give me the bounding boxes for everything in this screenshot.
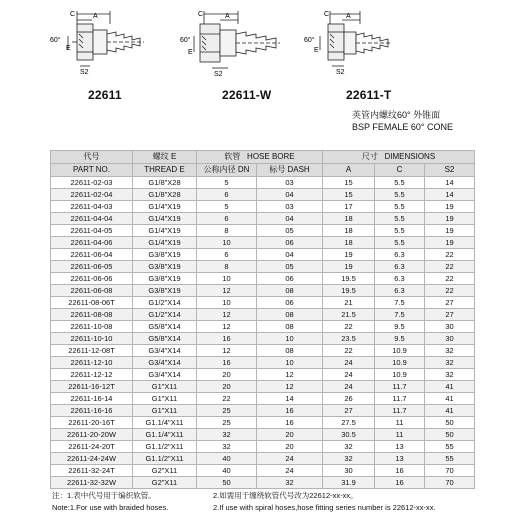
cell-dim-s2: 30 [425,333,475,345]
cell-dim-a: 22 [323,345,375,357]
cell-dash: 24 [257,465,323,477]
cell-thread: G5/8"X14 [133,321,197,333]
cell-dn: 5 [197,201,257,213]
header-dims-cn: 尺寸 [361,152,378,161]
header-dash: 标号 DASH [257,164,323,177]
cell-dash: 04 [257,213,323,225]
cell-part-no: 22611-12-12 [51,369,133,381]
cell-dim-a: 17 [323,201,375,213]
model-label-22611-t: 22611-T [346,88,392,102]
cell-dash: 03 [257,177,323,189]
cell-dn: 20 [197,381,257,393]
cell-dim-s2: 41 [425,405,475,417]
cell-dim-s2: 50 [425,417,475,429]
cell-part-no: 22611-20-16T [51,417,133,429]
cell-dash: 16 [257,405,323,417]
cell-thread: G3/4"X14 [133,357,197,369]
table-row [51,453,475,465]
cell-dash: 10 [257,333,323,345]
cell-part-no: 22611-32-24T [51,465,133,477]
cell-part-no: 22611-02-04 [51,189,133,201]
cell-dn: 40 [197,465,257,477]
header-hose-bore [197,151,323,164]
cell-dash: 12 [257,369,323,381]
cell-dash: 16 [257,417,323,429]
cell-dn: 8 [197,261,257,273]
cell-dim-a: 27.5 [323,417,375,429]
cell-dim-a: 32 [323,441,375,453]
cell-dim-c: 5.5 [375,213,425,225]
fitting-drawing-22611-t [300,6,410,82]
cell-dn: 6 [197,249,257,261]
cell-part-no: 22611-24-24W [51,453,133,465]
table-row [51,465,475,477]
cell-dim-c: 7.5 [375,309,425,321]
cell-dn: 32 [197,441,257,453]
table-row [51,393,475,405]
cell-dash: 05 [257,225,323,237]
cell-thread: G3/4"X14 [133,345,197,357]
fitting-drawing-22611 [44,6,174,82]
dim-e-label: E [188,49,193,56]
cell-dim-s2: 22 [425,273,475,285]
cell-dim-c: 10.9 [375,345,425,357]
cell-dash: 14 [257,393,323,405]
cell-dim-s2: 41 [425,381,475,393]
cell-dim-s2: 32 [425,345,475,357]
cell-dn: 50 [197,477,257,489]
cell-dash: 08 [257,345,323,357]
cell-dim-s2: 30 [425,321,475,333]
cell-dim-s2: 27 [425,309,475,321]
cell-dim-s2: 14 [425,189,475,201]
cell-part-no: 22611-08-06T [51,297,133,309]
cell-dim-a: 30 [323,465,375,477]
cell-thread: G1.1/4"X11 [133,429,197,441]
cell-dash: 08 [257,285,323,297]
cell-dn: 10 [197,273,257,285]
cell-dim-c: 7.5 [375,297,425,309]
cell-dim-c: 11 [375,429,425,441]
note-2-en: 2.If use with spiral hoses,hose fitting series number is 22612-xx-xx. [213,503,436,512]
cone-type-cn: 英管内螺纹60° 外锥面 [352,110,441,120]
cell-dim-a: 24 [323,381,375,393]
cell-thread: G2"X11 [133,465,197,477]
table-row [51,417,475,429]
cell-dim-a: 21.5 [323,309,375,321]
cell-part-no: 22611-32-32W [51,477,133,489]
header-dn: 公称内径 DN [197,164,257,177]
cell-part-no: 22611-04-06 [51,237,133,249]
cell-part-no: 22611-02-03 [51,177,133,189]
cell-dim-s2: 22 [425,249,475,261]
cell-thread: G1/2"X14 [133,309,197,321]
cell-part-no: 22611-12-10 [51,357,133,369]
cell-dim-s2: 19 [425,201,475,213]
cell-dim-s2: 19 [425,225,475,237]
cell-dim-c: 5.5 [375,225,425,237]
table-row [51,429,475,441]
cell-dim-s2: 70 [425,477,475,489]
cell-part-no: 22611-06-08 [51,285,133,297]
cell-dash: 08 [257,309,323,321]
cell-thread: G1.1/2"X11 [133,441,197,453]
table-row [51,225,475,237]
cell-dim-c: 10.9 [375,357,425,369]
cell-thread: G1/8"X28 [133,189,197,201]
cell-dim-a: 26 [323,393,375,405]
cell-dim-c: 6.3 [375,285,425,297]
cell-thread: G1"X11 [133,381,197,393]
header-s2: S2 [425,164,475,177]
header-part-en: PART NO. [51,164,133,177]
table-row [51,249,475,261]
cell-dn: 5 [197,177,257,189]
cell-dim-s2: 55 [425,453,475,465]
cell-part-no: 22611-04-04 [51,213,133,225]
cell-dim-s2: 27 [425,297,475,309]
header-bore-en: HOSE BORE [247,152,295,161]
cell-part-no: 22611-10-10 [51,333,133,345]
cell-thread: G1.1/2"X11 [133,453,197,465]
angle-label: 60° [50,37,61,44]
cell-dn: 25 [197,405,257,417]
cell-part-no: 22611-16-14 [51,393,133,405]
table-row [51,273,475,285]
table-row [51,261,475,273]
cell-dim-s2: 32 [425,369,475,381]
cell-dim-s2: 32 [425,357,475,369]
cell-dim-c: 11.7 [375,381,425,393]
cell-dash: 08 [257,321,323,333]
cell-dn: 10 [197,297,257,309]
cell-dim-c: 11.7 [375,393,425,405]
table-row [51,177,475,189]
cell-dn: 6 [197,213,257,225]
cell-dim-a: 15 [323,177,375,189]
cell-dn: 10 [197,237,257,249]
cell-dn: 16 [197,333,257,345]
table-row [51,357,475,369]
cell-part-no: 22611-04-03 [51,201,133,213]
cell-thread: G1"X11 [133,405,197,417]
header-thread-cn: 螺纹 E [133,151,197,164]
cell-thread: G3/8"X19 [133,249,197,261]
dim-c-label: C [198,11,204,18]
cell-thread: G3/4"X14 [133,369,197,381]
table-row [51,345,475,357]
table-row [51,201,475,213]
cell-part-no: 22611-10-08 [51,321,133,333]
header-dims-en: DIMENSIONS [384,152,436,161]
cell-part-no: 22611-20-20W [51,429,133,441]
cell-part-no: 22611-06-06 [51,273,133,285]
cell-dim-c: 11 [375,417,425,429]
cell-dash: 20 [257,441,323,453]
cell-part-no: 22611-06-04 [51,249,133,261]
cell-dim-c: 16 [375,465,425,477]
cell-dim-c: 13 [375,453,425,465]
cell-part-no: 22611-12-08T [51,345,133,357]
cell-dash: 03 [257,201,323,213]
cell-dim-s2: 41 [425,393,475,405]
dim-a-label: A [93,13,98,20]
cell-dim-c: 16 [375,477,425,489]
header-a: A [323,164,375,177]
cell-dim-c: 5.5 [375,201,425,213]
cell-thread: G1/4"X19 [133,225,197,237]
cell-dash: 04 [257,249,323,261]
cell-dim-c: 13 [375,441,425,453]
cell-dn: 8 [197,225,257,237]
cell-dim-c: 6.3 [375,261,425,273]
cell-dim-a: 24 [323,369,375,381]
cell-thread: G3/8"X19 [133,285,197,297]
cell-dash: 06 [257,237,323,249]
table-row [51,213,475,225]
cell-dn: 40 [197,453,257,465]
table-row [51,321,475,333]
cell-thread: G5/8"X14 [133,333,197,345]
cell-dim-c: 10.9 [375,369,425,381]
dim-s2-label: S2 [336,69,345,76]
dim-e-label: E [66,45,71,52]
cell-dn: 12 [197,285,257,297]
cell-dn: 20 [197,369,257,381]
cell-dim-c: 5.5 [375,237,425,249]
cell-thread: G1/4"X19 [133,237,197,249]
cell-dn: 32 [197,429,257,441]
table-row [51,477,475,489]
cell-thread: G3/8"X19 [133,261,197,273]
cell-dash: 06 [257,297,323,309]
table-row [51,333,475,345]
dim-e-label: E [314,47,319,54]
header-bore-cn: 软管 [224,152,241,161]
cell-dim-c: 9.5 [375,321,425,333]
cell-thread: G1/8"X28 [133,177,197,189]
cell-thread: G2"X11 [133,477,197,489]
cell-part-no: 22611-04-05 [51,225,133,237]
cell-thread: G1/4"X19 [133,201,197,213]
cell-dash: 24 [257,453,323,465]
cell-dim-a: 18 [323,213,375,225]
cell-dash: 12 [257,381,323,393]
dim-c-label: C [70,11,76,18]
table-row [51,189,475,201]
cell-dim-c: 5.5 [375,189,425,201]
header-part-cn: 代号 [51,151,133,164]
cell-dim-s2: 22 [425,285,475,297]
table-row [51,369,475,381]
dim-s2-label: S2 [214,71,223,78]
cell-dash: 06 [257,273,323,285]
cell-dim-a: 18 [323,225,375,237]
table-row [51,441,475,453]
cell-dim-s2: 50 [425,429,475,441]
table-row [51,381,475,393]
cell-part-no: 22611-16-12T [51,381,133,393]
spec-table [50,150,475,489]
cell-dn: 12 [197,345,257,357]
table-row [51,309,475,321]
cell-dash: 04 [257,189,323,201]
cell-part-no: 22611-16-16 [51,405,133,417]
cell-dim-a: 32 [323,453,375,465]
cell-dim-s2: 22 [425,261,475,273]
cell-part-no: 22611-06-05 [51,261,133,273]
cell-dn: 12 [197,321,257,333]
header-thread-en: THREAD E [133,164,197,177]
cell-part-no: 22611-08-08 [51,309,133,321]
note-2-cn: 2.如需用于缠绕软管代号改为22612-xx-xx。 [213,491,358,500]
dim-s2-label: S2 [80,69,89,76]
cell-dn: 16 [197,357,257,369]
cell-dash: 05 [257,261,323,273]
model-label-22611: 22611 [88,88,122,102]
cell-dim-a: 19 [323,261,375,273]
cell-dim-a: 22 [323,321,375,333]
cell-dim-c: 5.5 [375,177,425,189]
cell-dim-a: 19.5 [323,285,375,297]
cell-dn: 25 [197,417,257,429]
cell-dim-c: 9.5 [375,333,425,345]
cell-dim-a: 31.9 [323,477,375,489]
table-row [51,237,475,249]
cell-dim-a: 24 [323,357,375,369]
note-1-cn: 注：1.表中代号用于编织软管。 [52,491,156,500]
cone-type-en: BSP FEMALE 60° CONE [352,122,453,132]
angle-label: 60° [180,37,191,44]
cell-dim-s2: 14 [425,177,475,189]
cell-dim-c: 6.3 [375,273,425,285]
cell-thread: G1.1/4"X11 [133,417,197,429]
fitting-drawing-22611-w [180,6,300,82]
cell-dash: 20 [257,429,323,441]
dim-a-label: A [346,13,351,20]
cell-dash: 32 [257,477,323,489]
cell-dim-s2: 70 [425,465,475,477]
cell-thread: G1/4"X19 [133,213,197,225]
cell-dim-a: 19 [323,249,375,261]
cell-dim-a: 30.5 [323,429,375,441]
cell-dim-s2: 55 [425,441,475,453]
table-row [51,297,475,309]
cell-thread: G1"X11 [133,393,197,405]
cell-thread: G1/2"X14 [133,297,197,309]
cell-dim-c: 6.3 [375,249,425,261]
model-label-22611-w: 22611-W [222,88,272,102]
cell-dash: 10 [257,357,323,369]
header-c: C [375,164,425,177]
note-1-en: Note:1.For use with braided hoses. [52,503,169,512]
angle-label: 60° [304,37,315,44]
cell-part-no: 22611-24-20T [51,441,133,453]
cell-thread: G3/8"X19 [133,273,197,285]
dim-c-label: C [324,11,330,18]
cell-dim-a: 15 [323,189,375,201]
dim-a-label: A [225,13,230,20]
cell-dim-a: 27 [323,405,375,417]
header-dimensions [323,151,475,164]
cell-dn: 12 [197,309,257,321]
spec-table-body [51,177,475,489]
cell-dim-s2: 19 [425,213,475,225]
table-row [51,405,475,417]
cell-dim-a: 19.5 [323,273,375,285]
cell-dim-a: 18 [323,237,375,249]
cell-dim-s2: 19 [425,237,475,249]
cell-dim-c: 11.7 [375,405,425,417]
cell-dim-a: 21 [323,297,375,309]
cell-dn: 22 [197,393,257,405]
cell-dim-a: 23.5 [323,333,375,345]
table-row [51,285,475,297]
cell-dn: 6 [197,189,257,201]
